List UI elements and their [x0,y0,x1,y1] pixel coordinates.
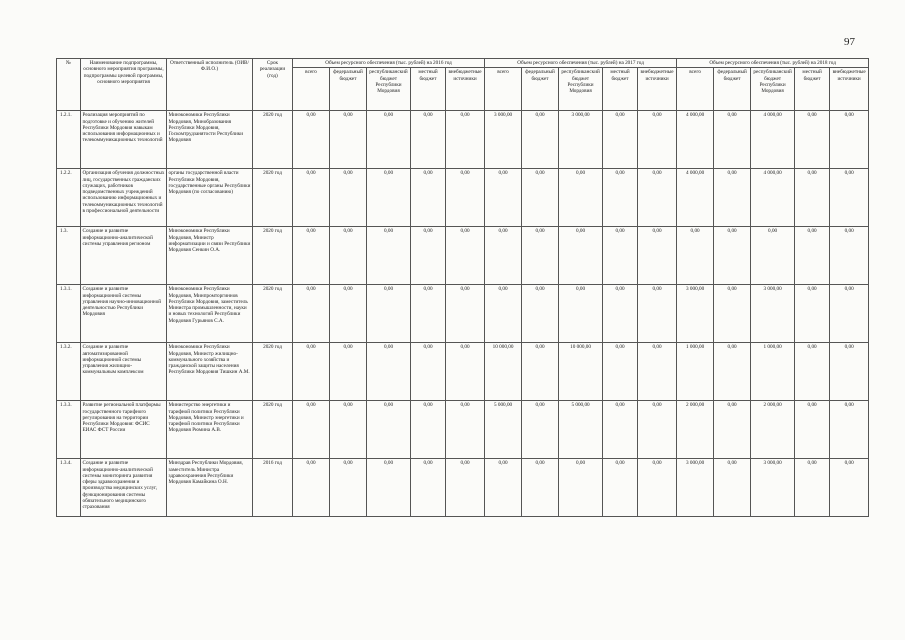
row-value: 0,00 [603,401,638,459]
row-value: 0,00 [603,343,638,401]
row-value: 0,00 [559,169,603,227]
row-value: 0,00 [603,285,638,343]
row-value: 0,00 [714,169,751,227]
row-code: 1.2.1. [57,111,81,169]
row-value: 5 000,00 [485,401,522,459]
row-value: 0,00 [446,227,485,285]
row-value: 3 000,00 [677,285,714,343]
row-value: 0,00 [795,401,830,459]
row-value: 0,00 [638,343,677,401]
row-value: 0,00 [603,169,638,227]
row-value: 0,00 [485,285,522,343]
row-value: 0,00 [714,401,751,459]
row-value: 0,00 [795,169,830,227]
subheader-cell: всего [293,68,330,111]
row-value: 4 000,00 [751,169,795,227]
header-group-2017: Объем ресурсного обеспечения (тыс. рублей) на 2017 год [485,59,677,68]
row-value: 0,00 [367,343,411,401]
row-value: 0,00 [638,401,677,459]
row-value: 0,00 [367,169,411,227]
row-value: 2 000,00 [677,401,714,459]
row-value: 4 000,00 [677,169,714,227]
row-executor: Минэкономики Республики Мордовия, Минпромторгиннов Республики Мордовия, заместитель Министра промышленности, науки и новых технологий Республики Мордовия Гурьянов С.А. [167,285,253,343]
row-value: 0,00 [411,169,446,227]
row-code: 1.3.2. [57,343,81,401]
row-code: 1.3.3. [57,401,81,459]
row-value: 0,00 [714,459,751,517]
row-value: 0,00 [330,401,367,459]
row-value: 10 000,00 [559,343,603,401]
row-value: 0,00 [411,459,446,517]
header-group-2018: Объем ресурсного обеспечения (тыс. рублей) на 2018 год [677,59,869,68]
subheader-cell: внебюджетные источники [830,68,869,111]
row-value: 0,00 [485,169,522,227]
subheader-cell: республиканский бюджет Республики Мордовия [751,68,795,111]
row-value: 0,00 [330,343,367,401]
row-value: 0,00 [830,401,869,459]
row-code: 1.2.2. [57,169,81,227]
row-value: 0,00 [830,169,869,227]
row-value: 0,00 [293,227,330,285]
row-value: 3 000,00 [751,285,795,343]
row-value: 0,00 [367,401,411,459]
subheader-cell: республиканский бюджет Республики Мордовия [559,68,603,111]
row-value: 0,00 [522,459,559,517]
row-value: 0,00 [522,169,559,227]
row-value: 0,00 [522,343,559,401]
row-value: 0,00 [330,111,367,169]
row-value: 0,00 [293,169,330,227]
row-value: 1 000,00 [677,343,714,401]
row-value: 0,00 [714,227,751,285]
row-value: 0,00 [522,227,559,285]
row-value: 0,00 [795,285,830,343]
row-value: 3 000,00 [677,459,714,517]
row-value: 0,00 [830,343,869,401]
row-value: 0,00 [559,285,603,343]
row-value: 0,00 [559,459,603,517]
row-value: 0,00 [830,285,869,343]
row-value: 0,00 [293,285,330,343]
row-value: 0,00 [367,111,411,169]
row-value: 0,00 [638,111,677,169]
row-value: 2 000,00 [751,401,795,459]
table-row [57,285,869,343]
header-num: № [57,59,81,111]
row-value: 0,00 [367,227,411,285]
row-value: 0,00 [446,343,485,401]
subheader-cell: федеральный бюджет [522,68,559,111]
resource-table-sheet [56,58,866,517]
row-value: 3 000,00 [751,459,795,517]
subheader-cell: местный бюджет [603,68,638,111]
row-value: 0,00 [330,169,367,227]
row-value: 0,00 [714,343,751,401]
row-executor: Минэкономики Республики Мордовия, Министр жилищно-коммунального хозяйства и гражданской защиты населения Республики Мордовия Тишкин А.М. [167,343,253,401]
row-term: 2020 год [253,227,293,285]
row-value: 0,00 [446,459,485,517]
row-value: 0,00 [795,343,830,401]
header-term: Срок реализации (год) [253,59,293,111]
row-value: 0,00 [603,459,638,517]
row-executor: Минэкономики Республики Мордовия, Министр информатизации и связи Республики Мордовия Сенкин О.А. [167,227,253,285]
row-name: Организация обучения должностных лиц, государственных гражданских служащих, работников подведомственных учреждений использованию информационных и телекоммуникационных технологий в профессиональной деятельности [81,169,167,227]
row-value: 0,00 [411,401,446,459]
row-value: 0,00 [485,459,522,517]
row-value: 0,00 [638,227,677,285]
row-value: 0,00 [411,111,446,169]
row-value: 0,00 [293,401,330,459]
row-value: 0,00 [293,343,330,401]
row-value: 0,00 [330,285,367,343]
row-value: 0,00 [293,111,330,169]
row-value: 0,00 [411,343,446,401]
row-value: 0,00 [751,227,795,285]
row-name: Развитие региональной платформы государственного тарифного регулирования на территории Республики Мордовия: ФСИС ЕИАС ФСТ России [81,401,167,459]
table-row [57,459,869,517]
row-executor: органы государственной власти Республики Мордовия, государственные органы Республики Мордовия (по согласованию) [167,169,253,227]
row-value: 0,00 [446,285,485,343]
subheader-cell: всего [485,68,522,111]
row-value: 0,00 [714,111,751,169]
subheader-cell: всего [677,68,714,111]
row-value: 0,00 [522,285,559,343]
row-value: 4 000,00 [751,111,795,169]
subheader-cell: местный бюджет [411,68,446,111]
header-group-2016: Объем ресурсного обеспечения (тыс. рублей) на 2016 год [293,59,485,68]
page-number: 97 [844,36,855,48]
row-name: Создание и развитие автоматизированной информационной системы управления жилищно-коммунальным комплексом [81,343,167,401]
row-value: 0,00 [638,459,677,517]
row-value: 0,00 [830,459,869,517]
row-value: 0,00 [446,401,485,459]
row-name: Реализация мероприятий по подготовке и обучению жителей Республики Мордовия навыкам использования информационных и телекоммуникационных технологий [81,111,167,169]
row-code: 1.3.4. [57,459,81,517]
row-value: 0,00 [638,285,677,343]
table-row [57,343,869,401]
row-value: 5 000,00 [559,401,603,459]
row-name: Создание и развитие информационно-аналитической системы управления регионом [81,227,167,285]
header-name: Наименование подпрограммы, основного мероприятия программы, подпрограммы целевой программы, основного мероприятия [81,59,167,111]
row-value: 0,00 [795,459,830,517]
row-value: 0,00 [367,459,411,517]
row-value: 3 000,00 [559,111,603,169]
row-term: 2020 год [253,401,293,459]
table-row [57,111,869,169]
row-value: 0,00 [603,227,638,285]
subheader-cell: местный бюджет [795,68,830,111]
row-term: 2016 год [253,459,293,517]
subheader-cell: федеральный бюджет [714,68,751,111]
subheader-cell: федеральный бюджет [330,68,367,111]
row-value: 0,00 [677,227,714,285]
row-term: 2020 год [253,111,293,169]
row-value: 4 000,00 [677,111,714,169]
row-executor: Минздрав Республики Мордовия, заместитель Министра здравоохранения Республики Мордовия Камайкина О.Н. [167,459,253,517]
row-value: 0,00 [367,285,411,343]
row-code: 1.3.1. [57,285,81,343]
row-value: 0,00 [446,111,485,169]
row-name: Создание и развитие информационной системы управления научно-инновационной деятельностью Республики Мордовия [81,285,167,343]
row-value: 0,00 [795,111,830,169]
row-value: 0,00 [559,227,603,285]
row-value: 0,00 [522,401,559,459]
row-value: 0,00 [638,169,677,227]
row-term: 2020 год [253,343,293,401]
subheader-cell: внебюджетные источники [446,68,485,111]
table-row [57,227,869,285]
row-value: 0,00 [603,111,638,169]
row-value: 1 000,00 [751,343,795,401]
row-value: 0,00 [411,227,446,285]
row-value: 0,00 [446,169,485,227]
row-term: 2020 год [253,169,293,227]
table-row [57,401,869,459]
row-value: 0,00 [830,111,869,169]
row-value: 0,00 [293,459,330,517]
resource-table [56,58,869,517]
row-value: 0,00 [522,111,559,169]
row-value: 0,00 [411,285,446,343]
row-value: 10 000,00 [485,343,522,401]
header-executor: Ответственный исполнитель (ОИВ/Ф.И.О.) [167,59,253,111]
table-body [57,111,869,517]
row-value: 0,00 [485,227,522,285]
row-executor: Министерство энергетики и тарифной политики Республики Мордовия, Министр энергетики и тарифной политики Республики Мордовия Рюмина А.В. [167,401,253,459]
row-value: 0,00 [795,227,830,285]
subheader-cell: внебюджетные источники [638,68,677,111]
subheader-cell: республиканский бюджет Республики Мордовия [367,68,411,111]
row-value: 0,00 [330,227,367,285]
table-row [57,169,869,227]
row-name: Создание и развитие информационно-аналитической системы мониторинга развития сферы здравоохранения и производства медицинских услуг, функционирования системы обязательного медицинского страхования [81,459,167,517]
row-term: 2020 год [253,285,293,343]
row-code: 1.3. [57,227,81,285]
row-value: 3 000,00 [485,111,522,169]
row-value: 0,00 [830,227,869,285]
row-value: 0,00 [330,459,367,517]
row-value: 0,00 [714,285,751,343]
row-executor: Минэкономики Республики Мордовия, Минобразования Республики Мордовия, Госкомтрудзанятости Республики Мордовия [167,111,253,169]
